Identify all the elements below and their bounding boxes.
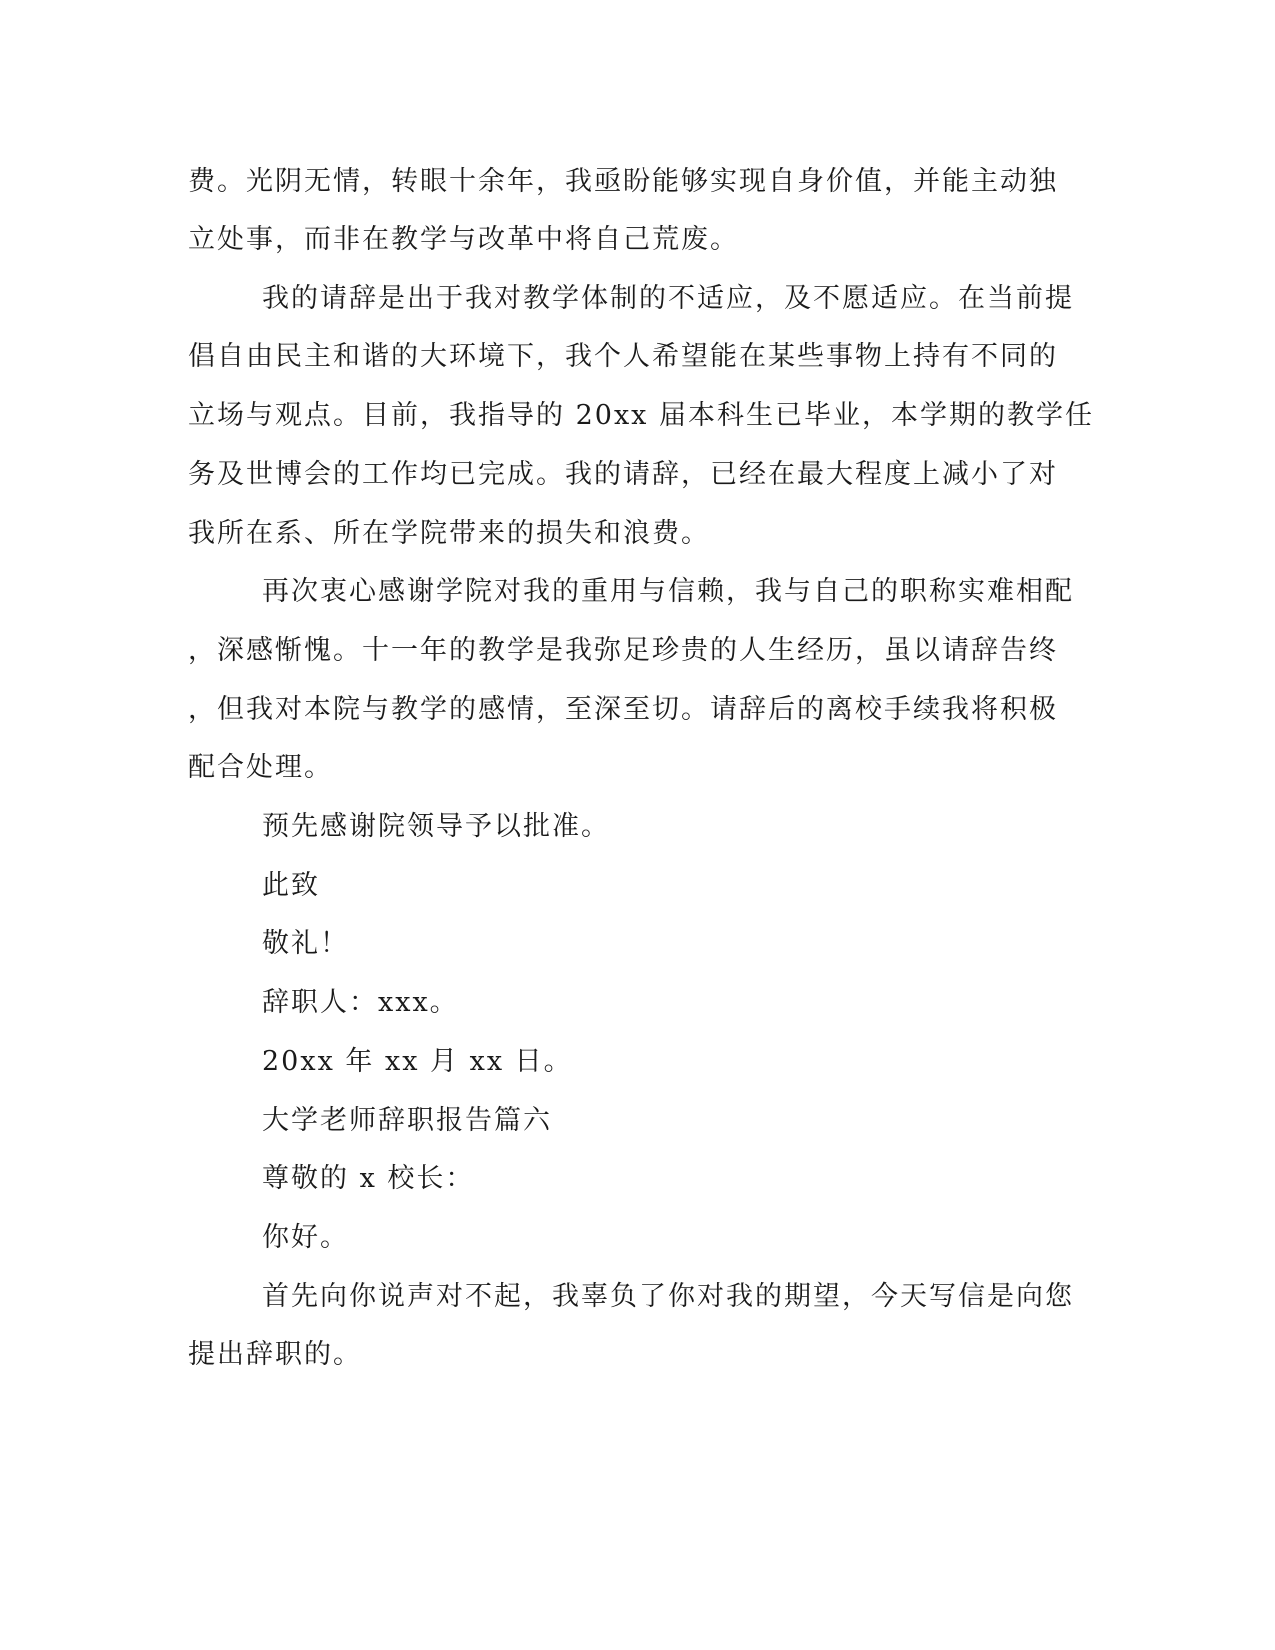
text-line: 费。光阴无情，转眼十余年，我亟盼能够实现自身价值，并能主动独	[188, 166, 1058, 197]
text-line: 立场与观点。目前，我指导的 20xx 届本科生已毕业，本学期的教学任	[188, 400, 1094, 431]
paragraph-start-line: 我的请辞是出于我对教学体制的不适应，及不愿适应。在当前提	[262, 283, 1074, 314]
text-line: ，深感惭愧。十一年的教学是我弥足珍贵的人生经历，虽以请辞告终	[188, 635, 1058, 666]
text-line: 我所在系、所在学院带来的损失和浪费。	[188, 518, 710, 549]
section-heading: 大学老师辞职报告篇六	[262, 1105, 552, 1136]
addressee-line: 尊敬的 x 校长：	[262, 1163, 475, 1194]
text-line: 提出辞职的。	[188, 1339, 362, 1370]
text-line: 倡自由民主和谐的大环境下，我个人希望能在某些事物上持有不同的	[188, 341, 1058, 372]
closing-line: 此致	[262, 870, 320, 901]
text-line: 立处事，而非在教学与改革中将自己荒废。	[188, 224, 739, 255]
paragraph-start-line: 再次衷心感谢学院对我的重用与信赖，我与自己的职称实难相配	[262, 576, 1074, 607]
salutation-line: 敬礼！	[262, 928, 349, 959]
signature-line: 辞职人：xxx。	[262, 987, 459, 1018]
text-line: ，但我对本院与教学的感情，至深至切。请辞后的离校手续我将积极	[188, 694, 1058, 725]
paragraph-start-line: 首先向你说声对不起，我辜负了你对我的期望，今天写信是向您	[262, 1281, 1074, 1312]
text-line: 配合处理。	[188, 752, 333, 783]
text-line: 务及世博会的工作均已完成。我的请辞，已经在最大程度上减小了对	[188, 459, 1058, 490]
greeting-line: 你好。	[262, 1222, 349, 1253]
thanks-line: 预先感谢院领导予以批准。	[262, 811, 610, 842]
date-line: 20xx 年 xx 月 xx 日。	[262, 1046, 573, 1077]
